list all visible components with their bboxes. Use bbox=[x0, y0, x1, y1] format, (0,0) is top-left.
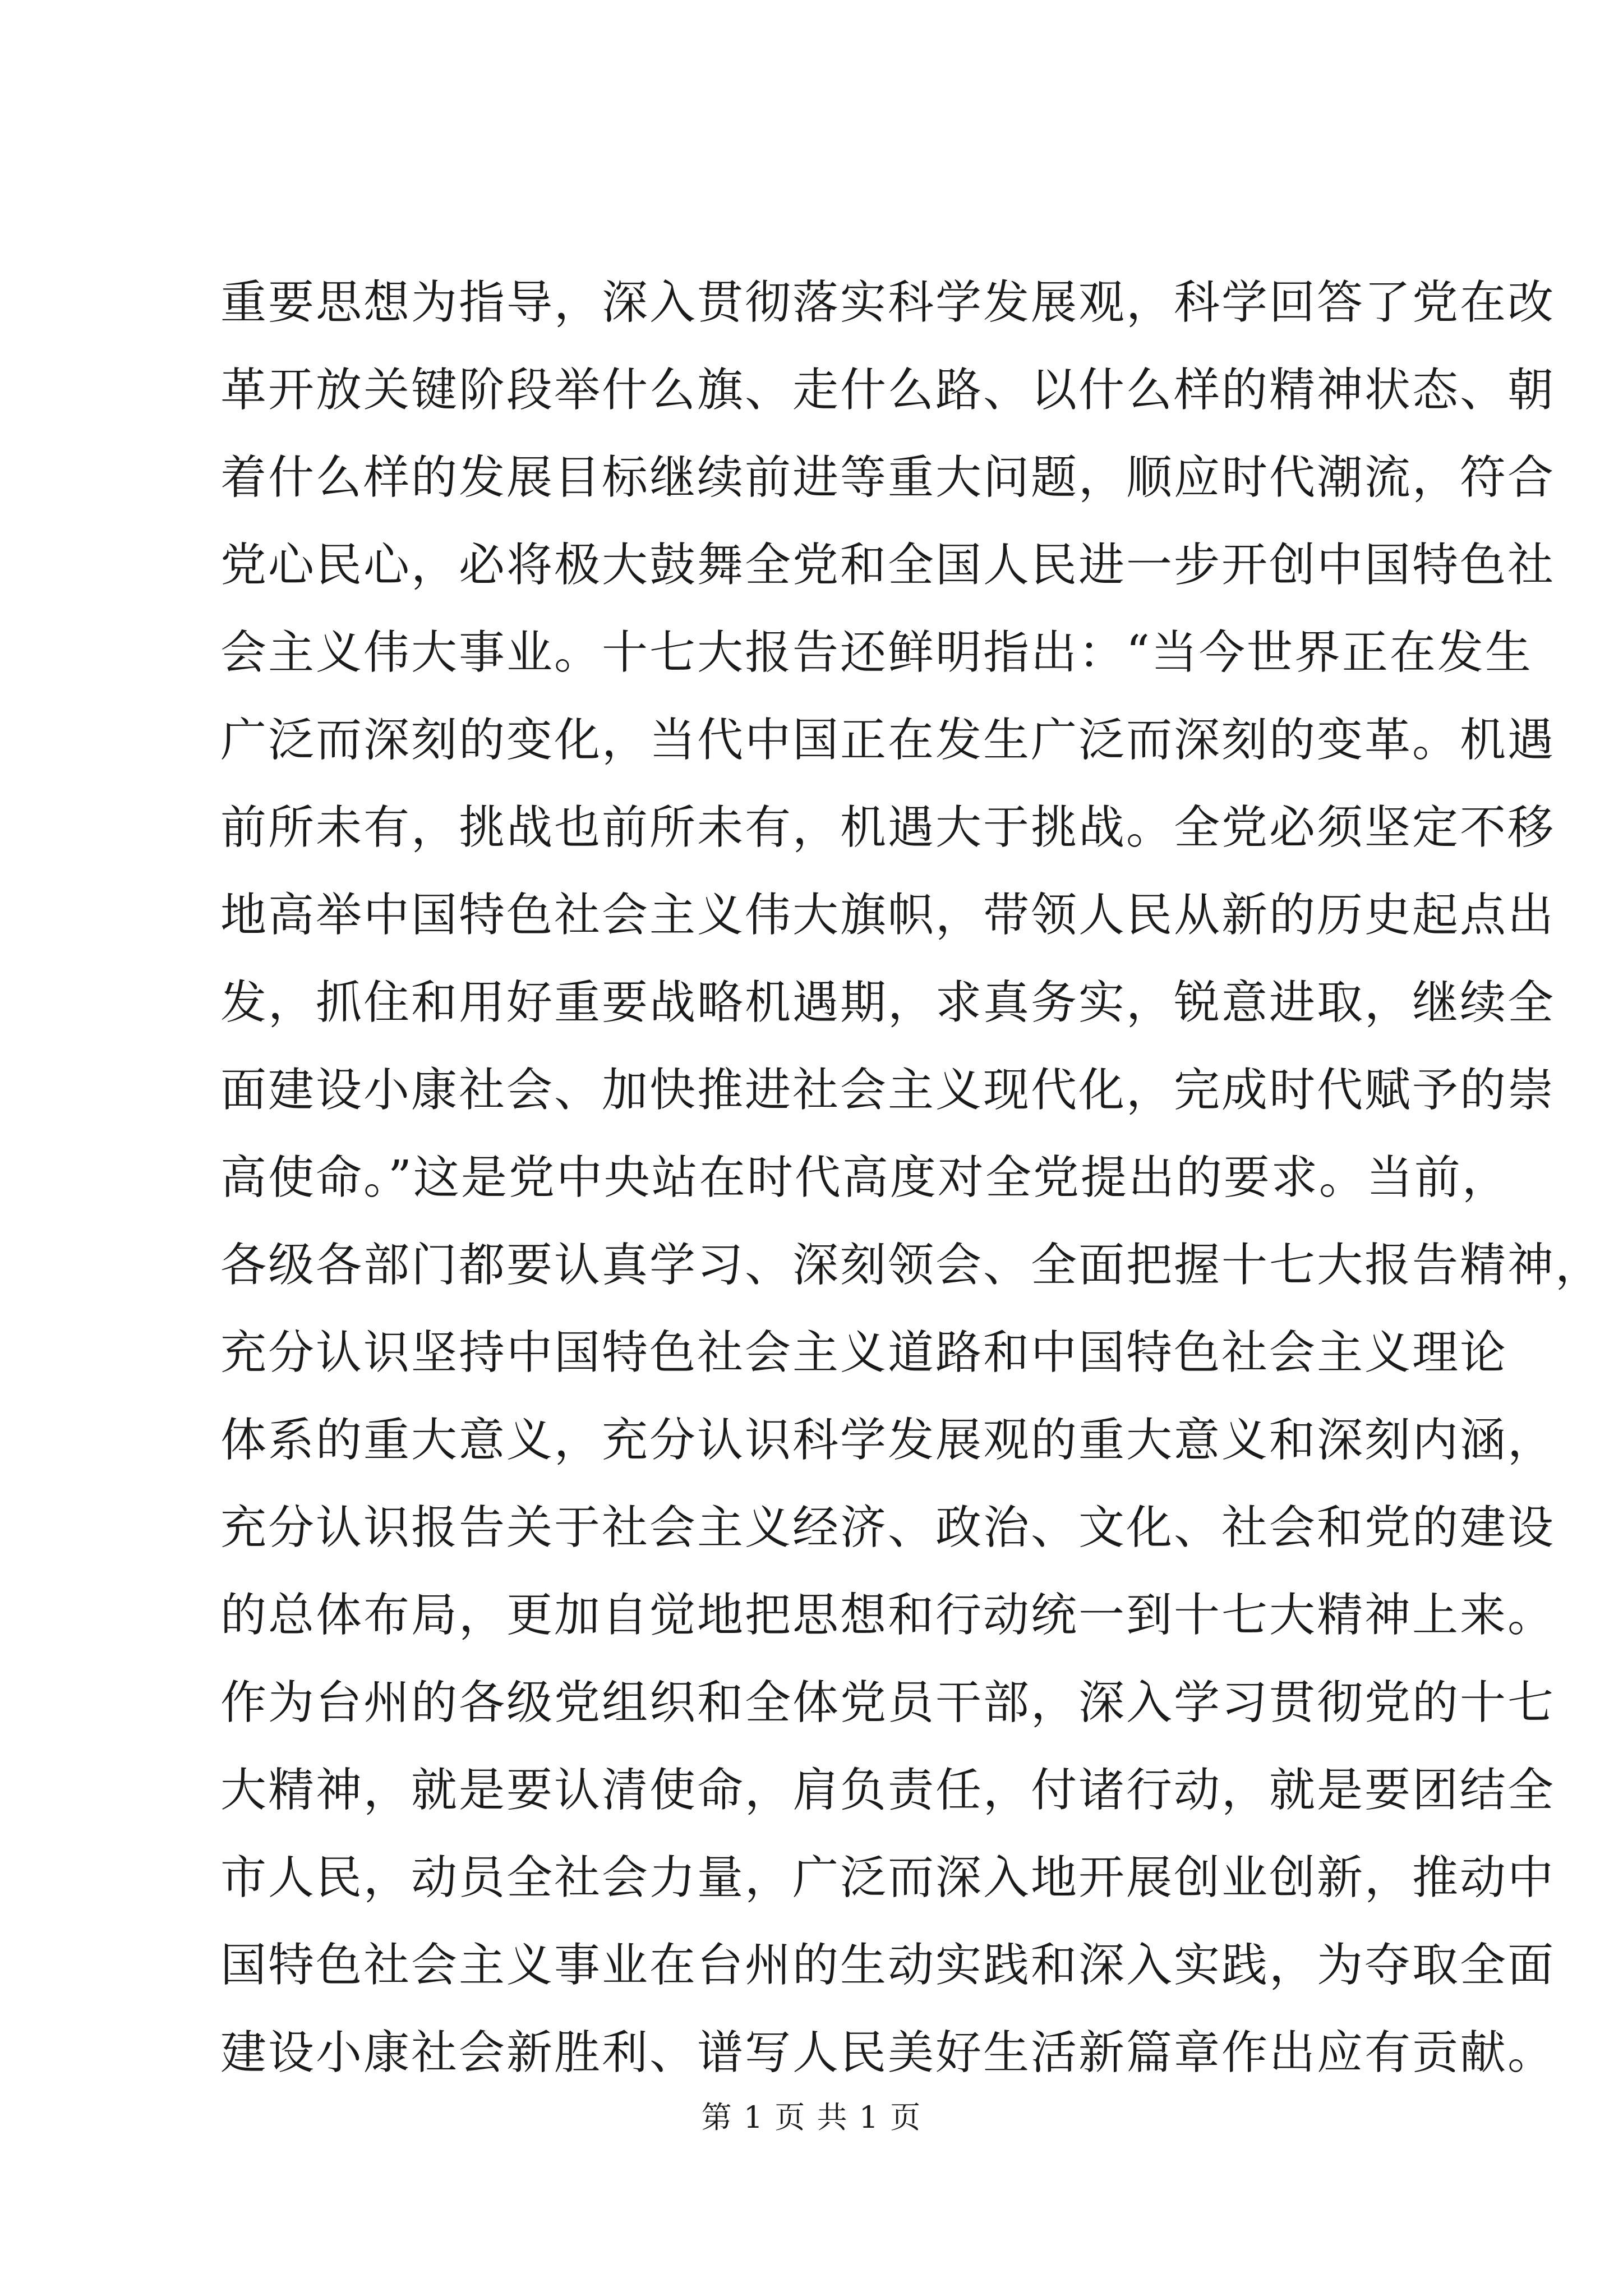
text-line: 国特色社会主义事业在台州的生动实践和深入实践，为夺取全面 bbox=[220, 1939, 1556, 1992]
text-line: 地高举中国特色社会主义伟大旗帜，带领人民从新的历史起点出 bbox=[220, 889, 1556, 942]
text-line: 市人民，动员全社会力量，广泛而深入地开展创业创新，推动中 bbox=[220, 1851, 1556, 1904]
text-line: 党心民心，必将极大鼓舞全党和全国人民进一步开创中国特色社 bbox=[220, 539, 1556, 592]
text-line: 会主义伟大事业。十七大报告还鲜明指出：“当今世界正在发生 bbox=[220, 626, 1533, 679]
text-line: 前所未有，挑战也前所未有，机遇大于挑战。全党必须坚定不移 bbox=[220, 801, 1556, 854]
text-line: 大精神，就是要认清使命，肩负责任，付诸行动，就是要团结全 bbox=[220, 1764, 1556, 1817]
text-line: 各级各部门都要认真学习、深刻领会、全面把握十七大报告精神， bbox=[220, 1239, 1603, 1292]
page-number-footer: 第 1 页 共 1 页 bbox=[701, 2100, 922, 2135]
text-line: 体系的重大意义，充分认识科学发展观的重大意义和深刻内涵， bbox=[220, 1414, 1556, 1467]
text-line: 高使命。”这是党中央站在时代高度对全党提出的要求。当前， bbox=[220, 1151, 1510, 1204]
text-line: 发，抓住和用好重要战略机遇期，求真务实，锐意进取，继续全 bbox=[220, 976, 1556, 1029]
text-line: 的总体布局，更加自觉地把思想和行动统一到十七大精神上来。 bbox=[220, 1589, 1556, 1642]
text-line: 着什么样的发展目标继续前进等重大问题，顺应时代潮流，符合 bbox=[220, 451, 1556, 504]
text-line: 广泛而深刻的变化，当代中国正在发生广泛而深刻的变革。机遇 bbox=[220, 714, 1556, 767]
text-line: 充分认识坚持中国特色社会主义道路和中国特色社会主义理论 bbox=[220, 1326, 1508, 1379]
text-line: 革开放关键阶段举什么旗、走什么路、以什么样的精神状态、朝 bbox=[220, 364, 1556, 417]
text-line: 充分认识报告关于社会主义经济、政治、文化、社会和党的建设 bbox=[220, 1501, 1556, 1554]
text-line: 面建设小康社会、加快推进社会主义现代化，完成时代赋予的崇 bbox=[220, 1064, 1556, 1117]
body-text bbox=[220, 259, 1603, 2097]
text-line: 建设小康社会新胜利、谱写人民美好生活新篇章作出应有贡献。 bbox=[220, 2026, 1556, 2079]
text-line: 作为台州的各级党组织和全体党员干部，深入学习贯彻党的十七 bbox=[220, 1676, 1556, 1729]
text-line: 重要思想为指导，深入贯彻落实科学发展观，科学回答了党在改 bbox=[220, 276, 1556, 329]
